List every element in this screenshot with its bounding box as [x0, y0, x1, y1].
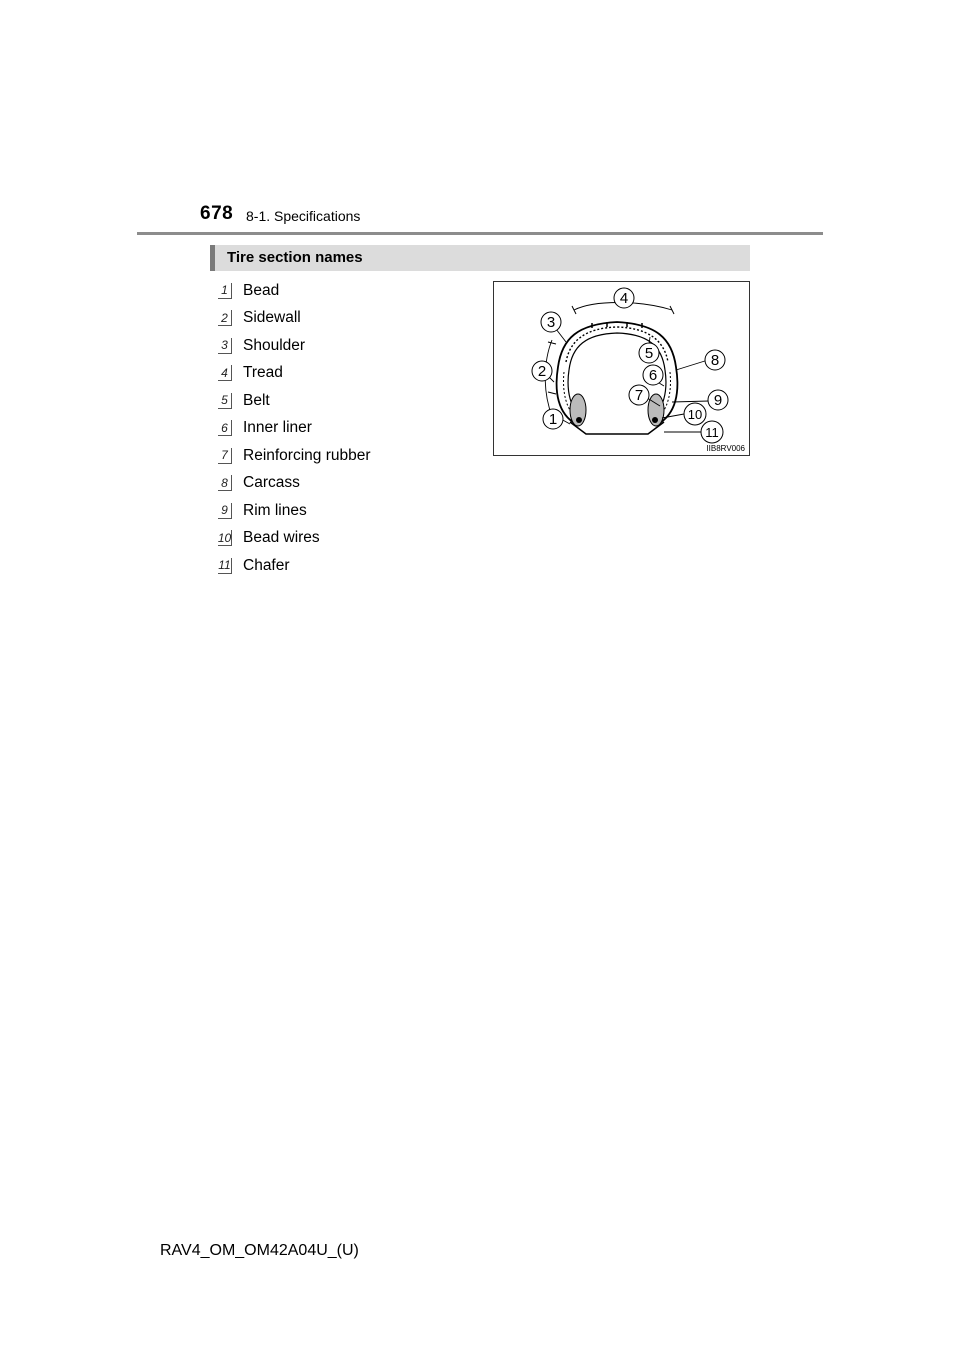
item-number: 4 [218, 365, 232, 381]
item-label: Chafer [243, 556, 290, 574]
list-item [218, 332, 371, 360]
item-label: Rim lines [243, 501, 307, 519]
item-number: 7 [218, 448, 232, 464]
item-number: 6 [218, 420, 232, 436]
parts-list [218, 277, 371, 580]
item-number: 3 [218, 338, 232, 354]
item-label: Carcass [243, 474, 300, 492]
callout-10: 10 [687, 407, 703, 422]
list-item [218, 415, 371, 443]
item-label: Tread [243, 364, 283, 382]
callout-9: 9 [713, 392, 723, 409]
item-number: 9 [218, 503, 232, 519]
callout-2: 2 [537, 363, 547, 380]
document-code: RAV4_OM_OM42A04U_(U) [160, 1242, 359, 1259]
list-item [218, 442, 371, 470]
list-item [218, 497, 371, 525]
item-label: Bead [243, 281, 280, 299]
list-item [218, 470, 371, 498]
list-item [218, 305, 371, 333]
callout-5: 5 [644, 345, 654, 362]
list-item [218, 552, 371, 580]
tire-section-diagram [493, 281, 750, 456]
item-label: Belt [243, 391, 270, 409]
item-number: 5 [218, 393, 232, 409]
section-reference: 8-1. Specifications [246, 208, 361, 224]
item-number: 11 [218, 558, 231, 573]
item-label: Sidewall [243, 309, 301, 327]
callout-11: 11 [705, 425, 719, 440]
callout-3: 3 [546, 314, 556, 331]
section-heading-bar [210, 245, 750, 271]
page-number: 678 [200, 203, 234, 224]
tire-cross-section-illustration [494, 282, 751, 457]
item-number: 8 [218, 475, 232, 491]
item-label: Inner liner [243, 419, 312, 437]
item-number: 10 [217, 530, 232, 545]
header-divider [137, 232, 823, 235]
item-number: 1 [218, 283, 232, 299]
item-label: Reinforcing rubber [243, 446, 371, 464]
item-label: Shoulder [243, 336, 306, 354]
callout-4: 4 [619, 290, 629, 307]
item-number: 2 [218, 310, 232, 326]
list-item [218, 277, 371, 305]
figure-code: IIB8RV006 [706, 444, 745, 453]
callout-7: 7 [634, 387, 644, 404]
callout-8: 8 [710, 352, 720, 369]
list-item [218, 525, 371, 553]
callout-6: 6 [648, 367, 658, 384]
item-label: Bead wires [243, 529, 320, 547]
list-item [218, 387, 371, 415]
list-item [218, 360, 371, 388]
section-heading: Tire section names [227, 249, 363, 266]
callout-1: 1 [548, 411, 558, 428]
